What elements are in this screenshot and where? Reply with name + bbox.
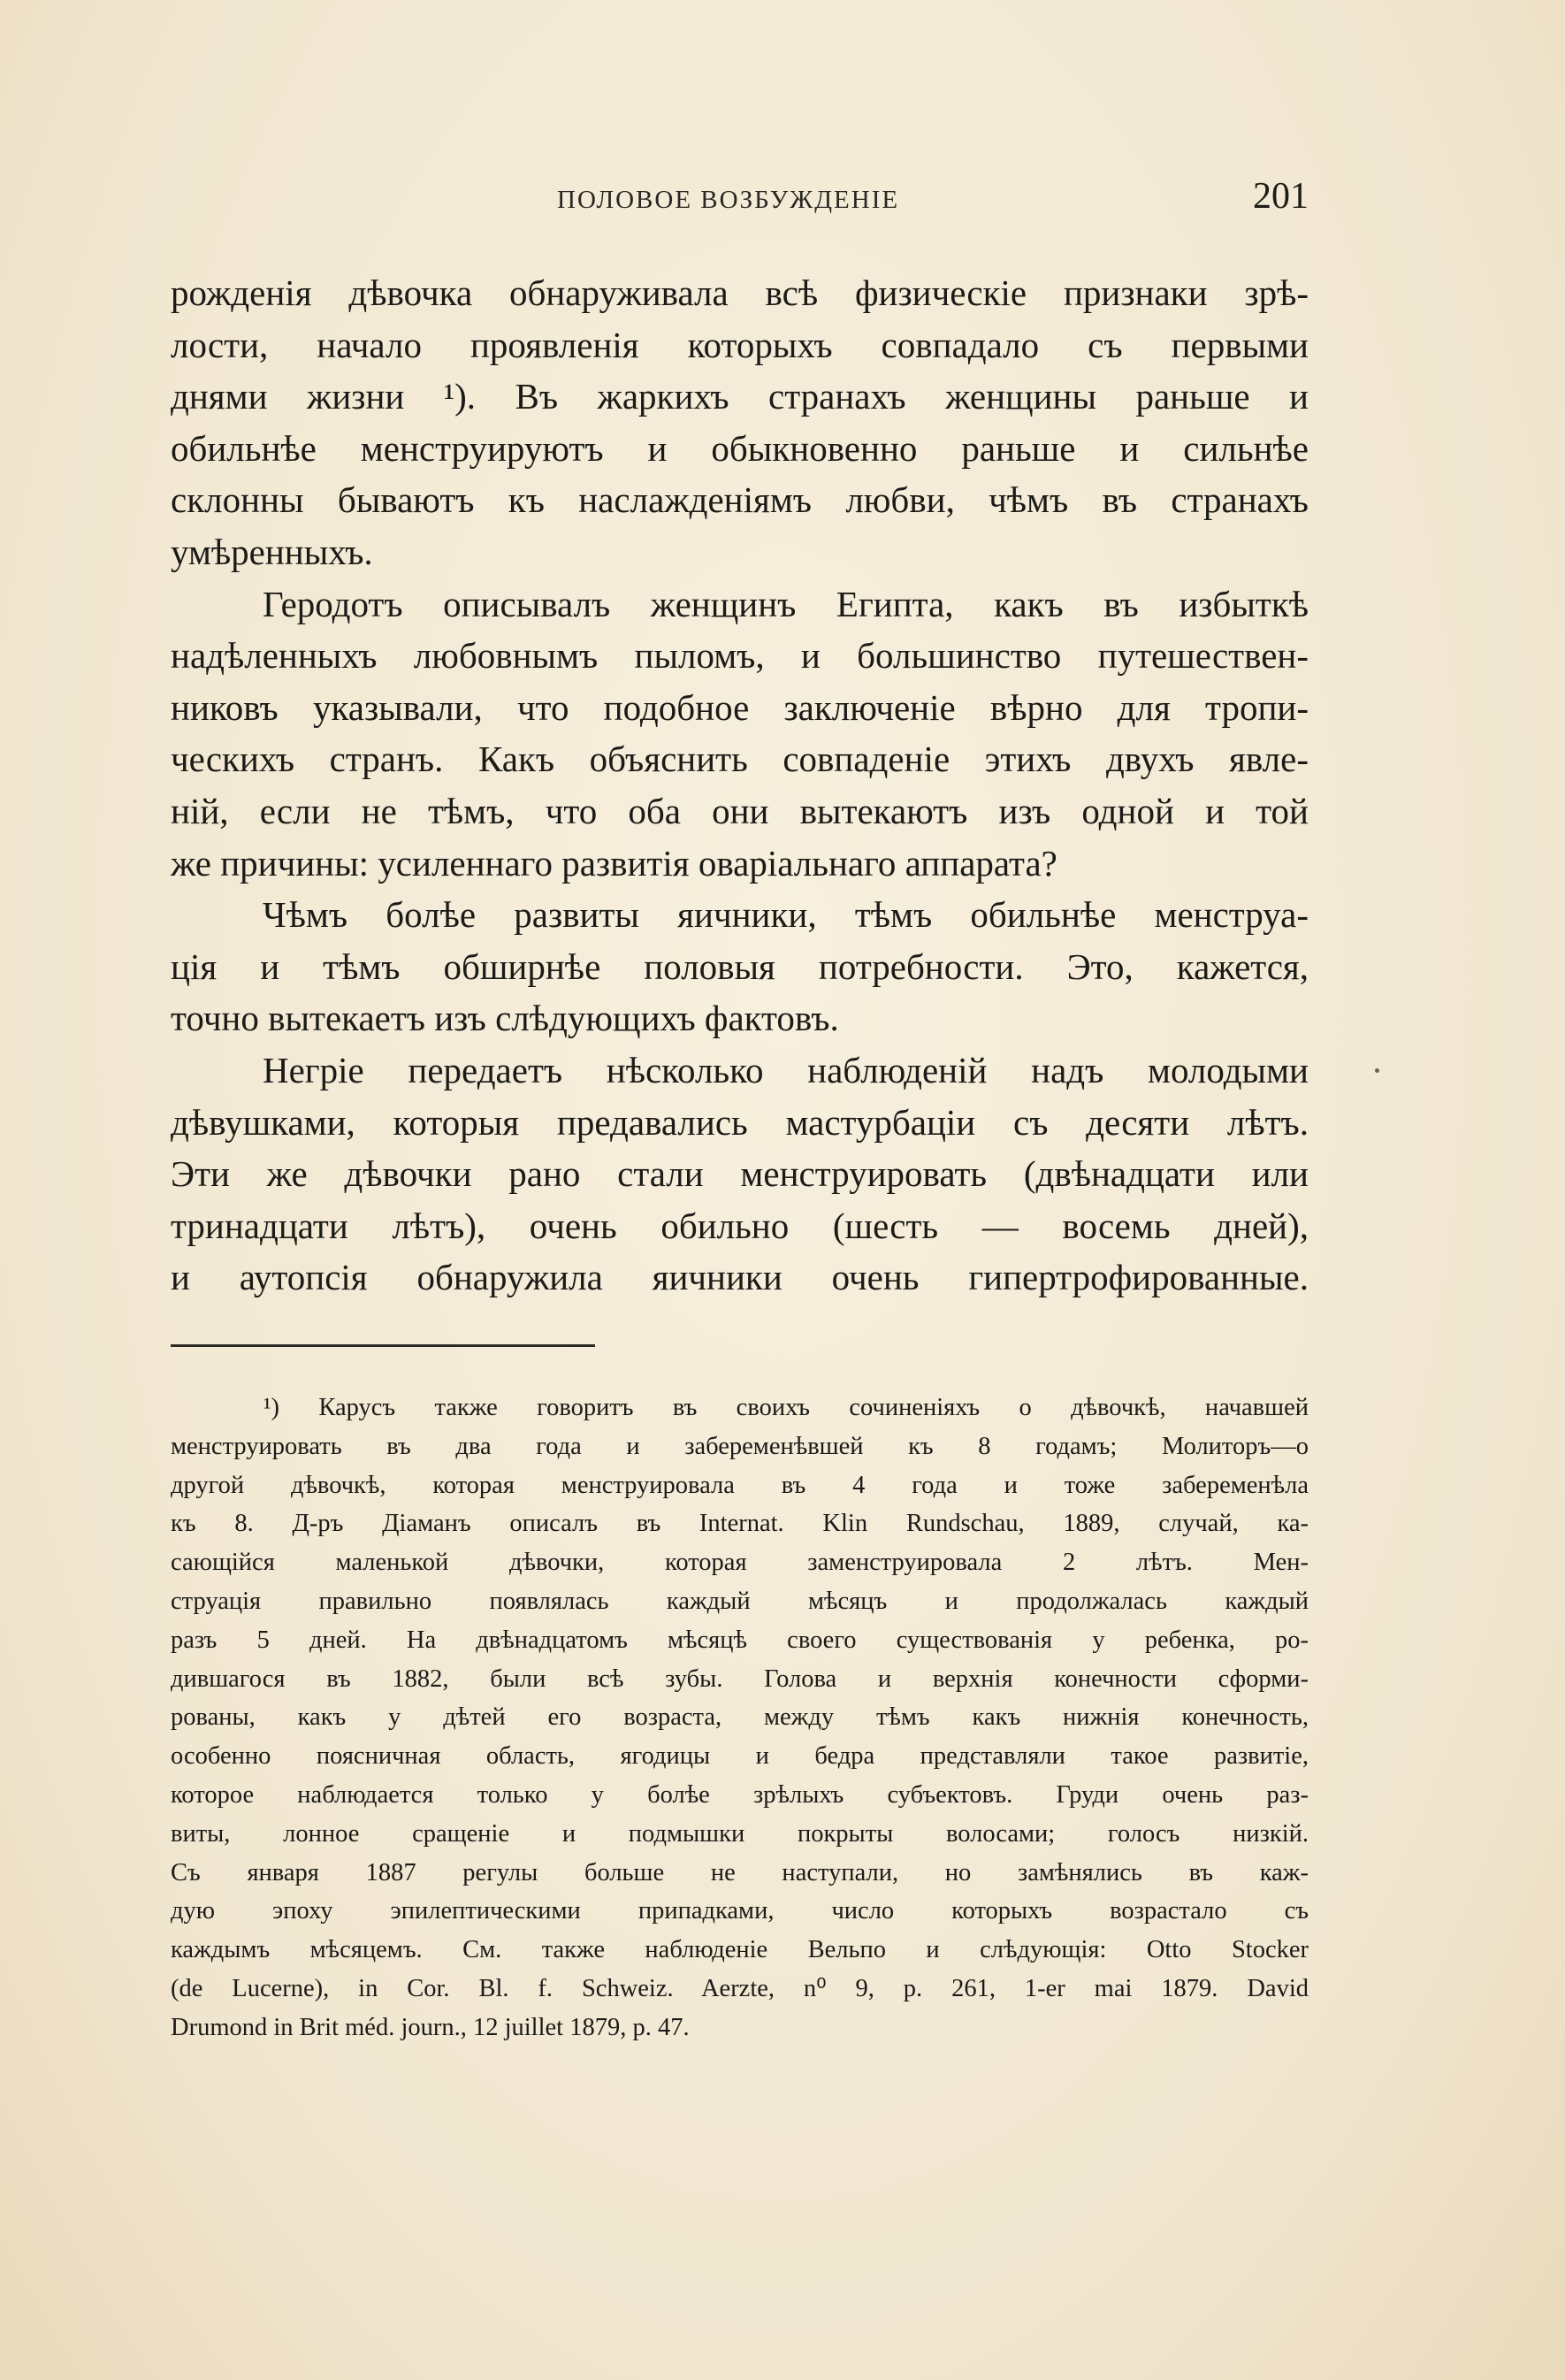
text-line: тринадцати лѣтъ), очень обильно (шесть — восемь дней), bbox=[171, 1205, 1309, 1246]
text-line: обильнѣе менструируютъ и обыкновенно раньше и сильнѣе bbox=[171, 427, 1309, 469]
text-line: склонны бываютъ къ наслажденіямъ любви, чѣмъ въ странахъ bbox=[171, 479, 1309, 521]
footnote-divider bbox=[171, 1344, 595, 1347]
text-line: никовъ указывали, что подобное заключеніе вѣрно для тропи- bbox=[171, 686, 1309, 728]
paragraph-start: Негріе передаетъ нѣсколько наблюденій надъ молодыми bbox=[263, 1049, 1309, 1091]
footnote-line: (de Lucerne), in Cor. Bl. f. Schweiz. Aerzte, n⁰ 9, p. 261, 1-er mai 1879. David bbox=[171, 1974, 1309, 2002]
footnote-line: дую эпоху эпилептическими припадками, число которыхъ возрастало съ bbox=[171, 1897, 1309, 1925]
text-line: ція и тѣмъ обширнѣе половыя потребности. Это, кажется, bbox=[171, 945, 1309, 987]
page-header bbox=[168, 177, 1309, 230]
text-line: же причины: усиленнаго развитія оваріальнаго аппарата? bbox=[171, 842, 1057, 884]
footnote-line: сающійся маленькой дѣвочки, которая заменструировала 2 лѣтъ. Мен- bbox=[171, 1549, 1309, 1577]
footnote-line: Drumond in Brit méd. journ., 12 juillet 1879, p. 47. bbox=[171, 2013, 690, 2041]
text-line: Эти же дѣвочки рано стали менструировать (двѣнадцати или bbox=[171, 1153, 1309, 1195]
text-line: ній, если не тѣмъ, что оба они вытекаютъ изъ одной и той bbox=[171, 790, 1309, 831]
footnote bbox=[171, 1389, 1309, 2047]
text-line: и аутопсія обнаружила яичники очень гипертрофированные. bbox=[171, 1257, 1309, 1298]
footnote-line: особенно поясничная область, ягодицы и бедра представляли такое развитіе, bbox=[171, 1742, 1309, 1771]
footnote-line: струація правильно появлялась каждый мѣсяцъ и продолжалась каждый bbox=[171, 1587, 1309, 1615]
text-line: дѣвушками, которыя предавались мастурбаціи съ десяти лѣтъ. bbox=[171, 1101, 1309, 1143]
running-head: ПОЛОВОЕ ВОЗБУЖДЕНІЕ bbox=[557, 186, 900, 214]
footnote-line: каждымъ мѣсяцемъ. См. также наблюденіе Вельпо и слѣдующія: Otto Stocker bbox=[171, 1936, 1309, 1964]
text-line: точно вытекаетъ изъ слѣдующихъ фактовъ. bbox=[171, 998, 839, 1039]
footnote-line: ¹) Карусъ также говоритъ въ своихъ сочиненіяхъ о дѣвочкѣ, начавшей bbox=[263, 1394, 1309, 1421]
text-line: надѣленныхъ любовнымъ пыломъ, и большинство путешествен- bbox=[171, 635, 1309, 677]
main-text bbox=[171, 267, 1309, 1304]
text-line: умѣренныхъ. bbox=[171, 531, 373, 572]
text-line: днями жизни ¹). Въ жаркихъ странахъ женщины раньше и bbox=[171, 376, 1309, 417]
footnote-line: другой дѣвочкѣ, которая менструировала въ 4 года и тоже забеременѣла bbox=[171, 1471, 1309, 1499]
footnote-line: разъ 5 дней. На двѣнадцатомъ мѣсяцѣ своего существованія у ребенка, ро- bbox=[171, 1626, 1309, 1654]
footnote-line: которое наблюдается только у болѣе зрѣлыхъ субъектовъ. Груди очень раз- bbox=[171, 1780, 1309, 1809]
text-line: рожденія дѣвочка обнаруживала всѣ физическіе признаки зрѣ- bbox=[171, 272, 1309, 313]
footnote-line: дившагося въ 1882, были всѣ зубы. Голова и верхнія конечности сформи- bbox=[171, 1664, 1309, 1693]
footnote-line: рованы, какъ у дѣтей его возраста, между тѣмъ какъ нижнія конечность, bbox=[171, 1703, 1309, 1732]
footnote-line: менструировать въ два года и забеременѣвшей къ 8 годамъ; Молиторъ—о bbox=[171, 1432, 1309, 1460]
page-number: 201 bbox=[1253, 176, 1309, 217]
text-line: ческихъ странъ. Какъ объяснить совпаденіе этихъ двухъ явле- bbox=[171, 738, 1309, 780]
footnote-line: къ 8. Д-ръ Діаманъ описалъ въ Internat. Klin Rundschau, 1889, случай, ка- bbox=[171, 1510, 1309, 1538]
paragraph-start: Чѣмъ болѣе развиты яичники, тѣмъ обильнѣе менструа- bbox=[263, 894, 1309, 936]
text-line: лости, начало проявленія которыхъ совпадало съ первыми bbox=[171, 324, 1309, 365]
paper-speck bbox=[1375, 1068, 1379, 1073]
paragraph-start: Геродотъ описывалъ женщинъ Египта, какъ въ избыткѣ bbox=[263, 583, 1309, 624]
footnote-line: Съ января 1887 регулы больше не наступали, но замѣнялись въ каж- bbox=[171, 1858, 1309, 1886]
footnote-line: виты, лонное сращеніе и подмышки покрыты волосами; голосъ низкій. bbox=[171, 1819, 1309, 1848]
